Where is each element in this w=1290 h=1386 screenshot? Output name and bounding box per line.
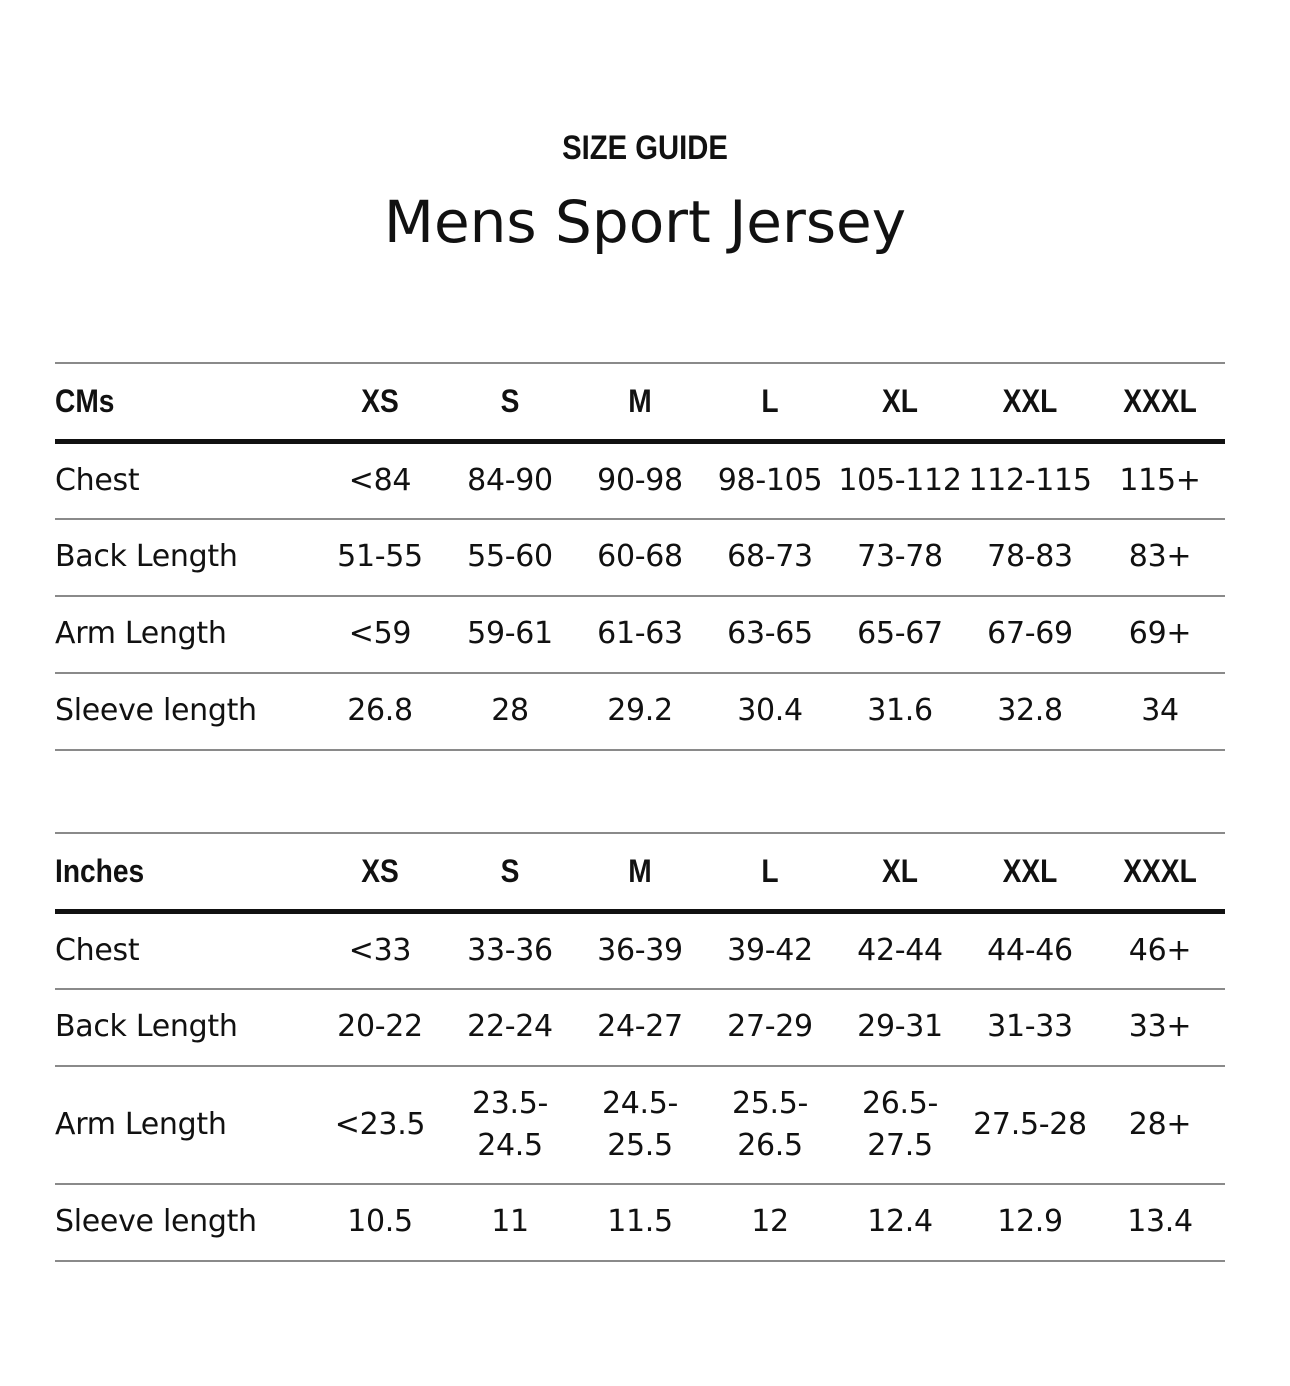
- table-cell: 29.2: [607, 693, 673, 728]
- size-header: S: [500, 853, 520, 889]
- table-cell: 42-44: [857, 932, 943, 968]
- table-cell: <33: [348, 932, 412, 968]
- table-cell: 83+: [1128, 539, 1192, 574]
- inches-size-table: [55, 832, 1225, 1262]
- table-row: [55, 1184, 1225, 1261]
- row-label: Sleeve length: [55, 693, 257, 728]
- table-cell: 29-31: [857, 1009, 943, 1044]
- size-header: S: [500, 383, 520, 419]
- table-cell: 63-65: [727, 616, 813, 651]
- table-cell: 28: [491, 693, 529, 728]
- table-cell: [575, 1066, 705, 1184]
- table-cell: 46+: [1128, 932, 1192, 968]
- table-header-row: [55, 833, 1225, 912]
- table-cell: 36-39: [597, 932, 683, 968]
- size-header: XXL: [1002, 853, 1058, 889]
- table-cell: 112-115: [968, 462, 1092, 498]
- table-cell: 12: [751, 1204, 789, 1239]
- table-cell: 11: [491, 1204, 529, 1239]
- table-cell: 20-22: [337, 1009, 423, 1044]
- size-header: XL: [882, 383, 918, 419]
- table-cell: 69+: [1128, 616, 1192, 651]
- table-cell: 13.4: [1127, 1204, 1193, 1239]
- size-header: XXXL: [1123, 853, 1197, 889]
- size-header: XS: [361, 853, 399, 889]
- table-cell-text: 26.5- 27.5: [861, 1085, 939, 1163]
- table-cell: 44-46: [987, 932, 1073, 968]
- size-header: XL: [882, 853, 918, 889]
- size-header: L: [761, 853, 779, 889]
- table-cell: 67-69: [987, 616, 1073, 651]
- table-cell: 26.8: [347, 693, 413, 728]
- table-cell: 61-63: [597, 616, 683, 651]
- row-label: Chest: [55, 462, 140, 498]
- table-cell: 31.6: [867, 693, 933, 728]
- table-cell: 32.8: [997, 693, 1063, 728]
- cm-size-table: [55, 362, 1225, 751]
- table-cell: <84: [348, 462, 412, 498]
- table-cell-text: 25.5- 26.5: [731, 1085, 809, 1163]
- table-header-row: [55, 363, 1225, 442]
- row-label: Back Length: [55, 539, 238, 574]
- size-header: XS: [361, 383, 399, 419]
- row-label: Arm Length: [55, 616, 227, 651]
- table-cell: 12.9: [997, 1204, 1063, 1239]
- unit-label: CMs: [55, 383, 115, 419]
- table-cell: 55-60: [467, 539, 553, 574]
- table-cell: 98-105: [717, 462, 823, 498]
- table-cell: 39-42: [727, 932, 813, 968]
- table-cell: 33+: [1128, 1009, 1192, 1044]
- page-title: Mens Sport Jersey: [383, 188, 907, 256]
- row-label: Sleeve length: [55, 1204, 257, 1239]
- table-cell: 115+: [1119, 462, 1201, 498]
- size-header: M: [628, 383, 652, 419]
- table-cell: 27.5-28: [973, 1106, 1087, 1142]
- table-cell: 22-24: [467, 1009, 553, 1044]
- table-row: [55, 442, 1225, 519]
- table-cell: <23.5: [334, 1106, 426, 1142]
- table-row: [55, 673, 1225, 750]
- table-cell: 31-33: [987, 1009, 1073, 1044]
- table-cell: 73-78: [857, 539, 943, 574]
- table-cell: 59-61: [467, 616, 553, 651]
- table-cell: 33-36: [467, 932, 553, 968]
- row-label: Chest: [55, 932, 140, 968]
- table-cell-text: 23.5- 24.5: [471, 1085, 549, 1163]
- unit-label: Inches: [55, 853, 145, 889]
- table-cell: <59: [348, 616, 412, 651]
- table-cell: 28+: [1128, 1106, 1192, 1142]
- table-cell: 68-73: [727, 539, 813, 574]
- table-cell: 90-98: [597, 462, 683, 498]
- table-row: [55, 1066, 1225, 1184]
- table-cell: 30.4: [737, 693, 803, 728]
- table-cell: 34: [1141, 693, 1179, 728]
- table-cell: 27-29: [727, 1009, 813, 1044]
- table-cell: [835, 1066, 965, 1184]
- size-header: XXXL: [1123, 383, 1197, 419]
- table-cell: 60-68: [597, 539, 683, 574]
- table-cell: [445, 1066, 575, 1184]
- table-cell: 12.4: [867, 1204, 933, 1239]
- size-header: L: [761, 383, 779, 419]
- table-cell: 51-55: [337, 539, 423, 574]
- table-row: [55, 596, 1225, 673]
- size-guide-kicker: SIZE GUIDE: [562, 129, 728, 167]
- table-cell: 10.5: [347, 1204, 413, 1239]
- table-cell: 24-27: [597, 1009, 683, 1044]
- table-cell: [705, 1066, 835, 1184]
- table-row: [55, 519, 1225, 596]
- table-row: [55, 912, 1225, 989]
- table-cell: 78-83: [987, 539, 1073, 574]
- size-header: XXL: [1002, 383, 1058, 419]
- table-cell: 84-90: [467, 462, 553, 498]
- table-cell: 11.5: [607, 1204, 673, 1239]
- table-cell-text: 24.5- 25.5: [601, 1085, 679, 1163]
- row-label: Arm Length: [55, 1106, 227, 1142]
- size-header: M: [628, 853, 652, 889]
- table-row: [55, 989, 1225, 1066]
- table-cell: 105-112: [838, 462, 962, 498]
- row-label: Back Length: [55, 1009, 238, 1044]
- table-cell: 65-67: [857, 616, 943, 651]
